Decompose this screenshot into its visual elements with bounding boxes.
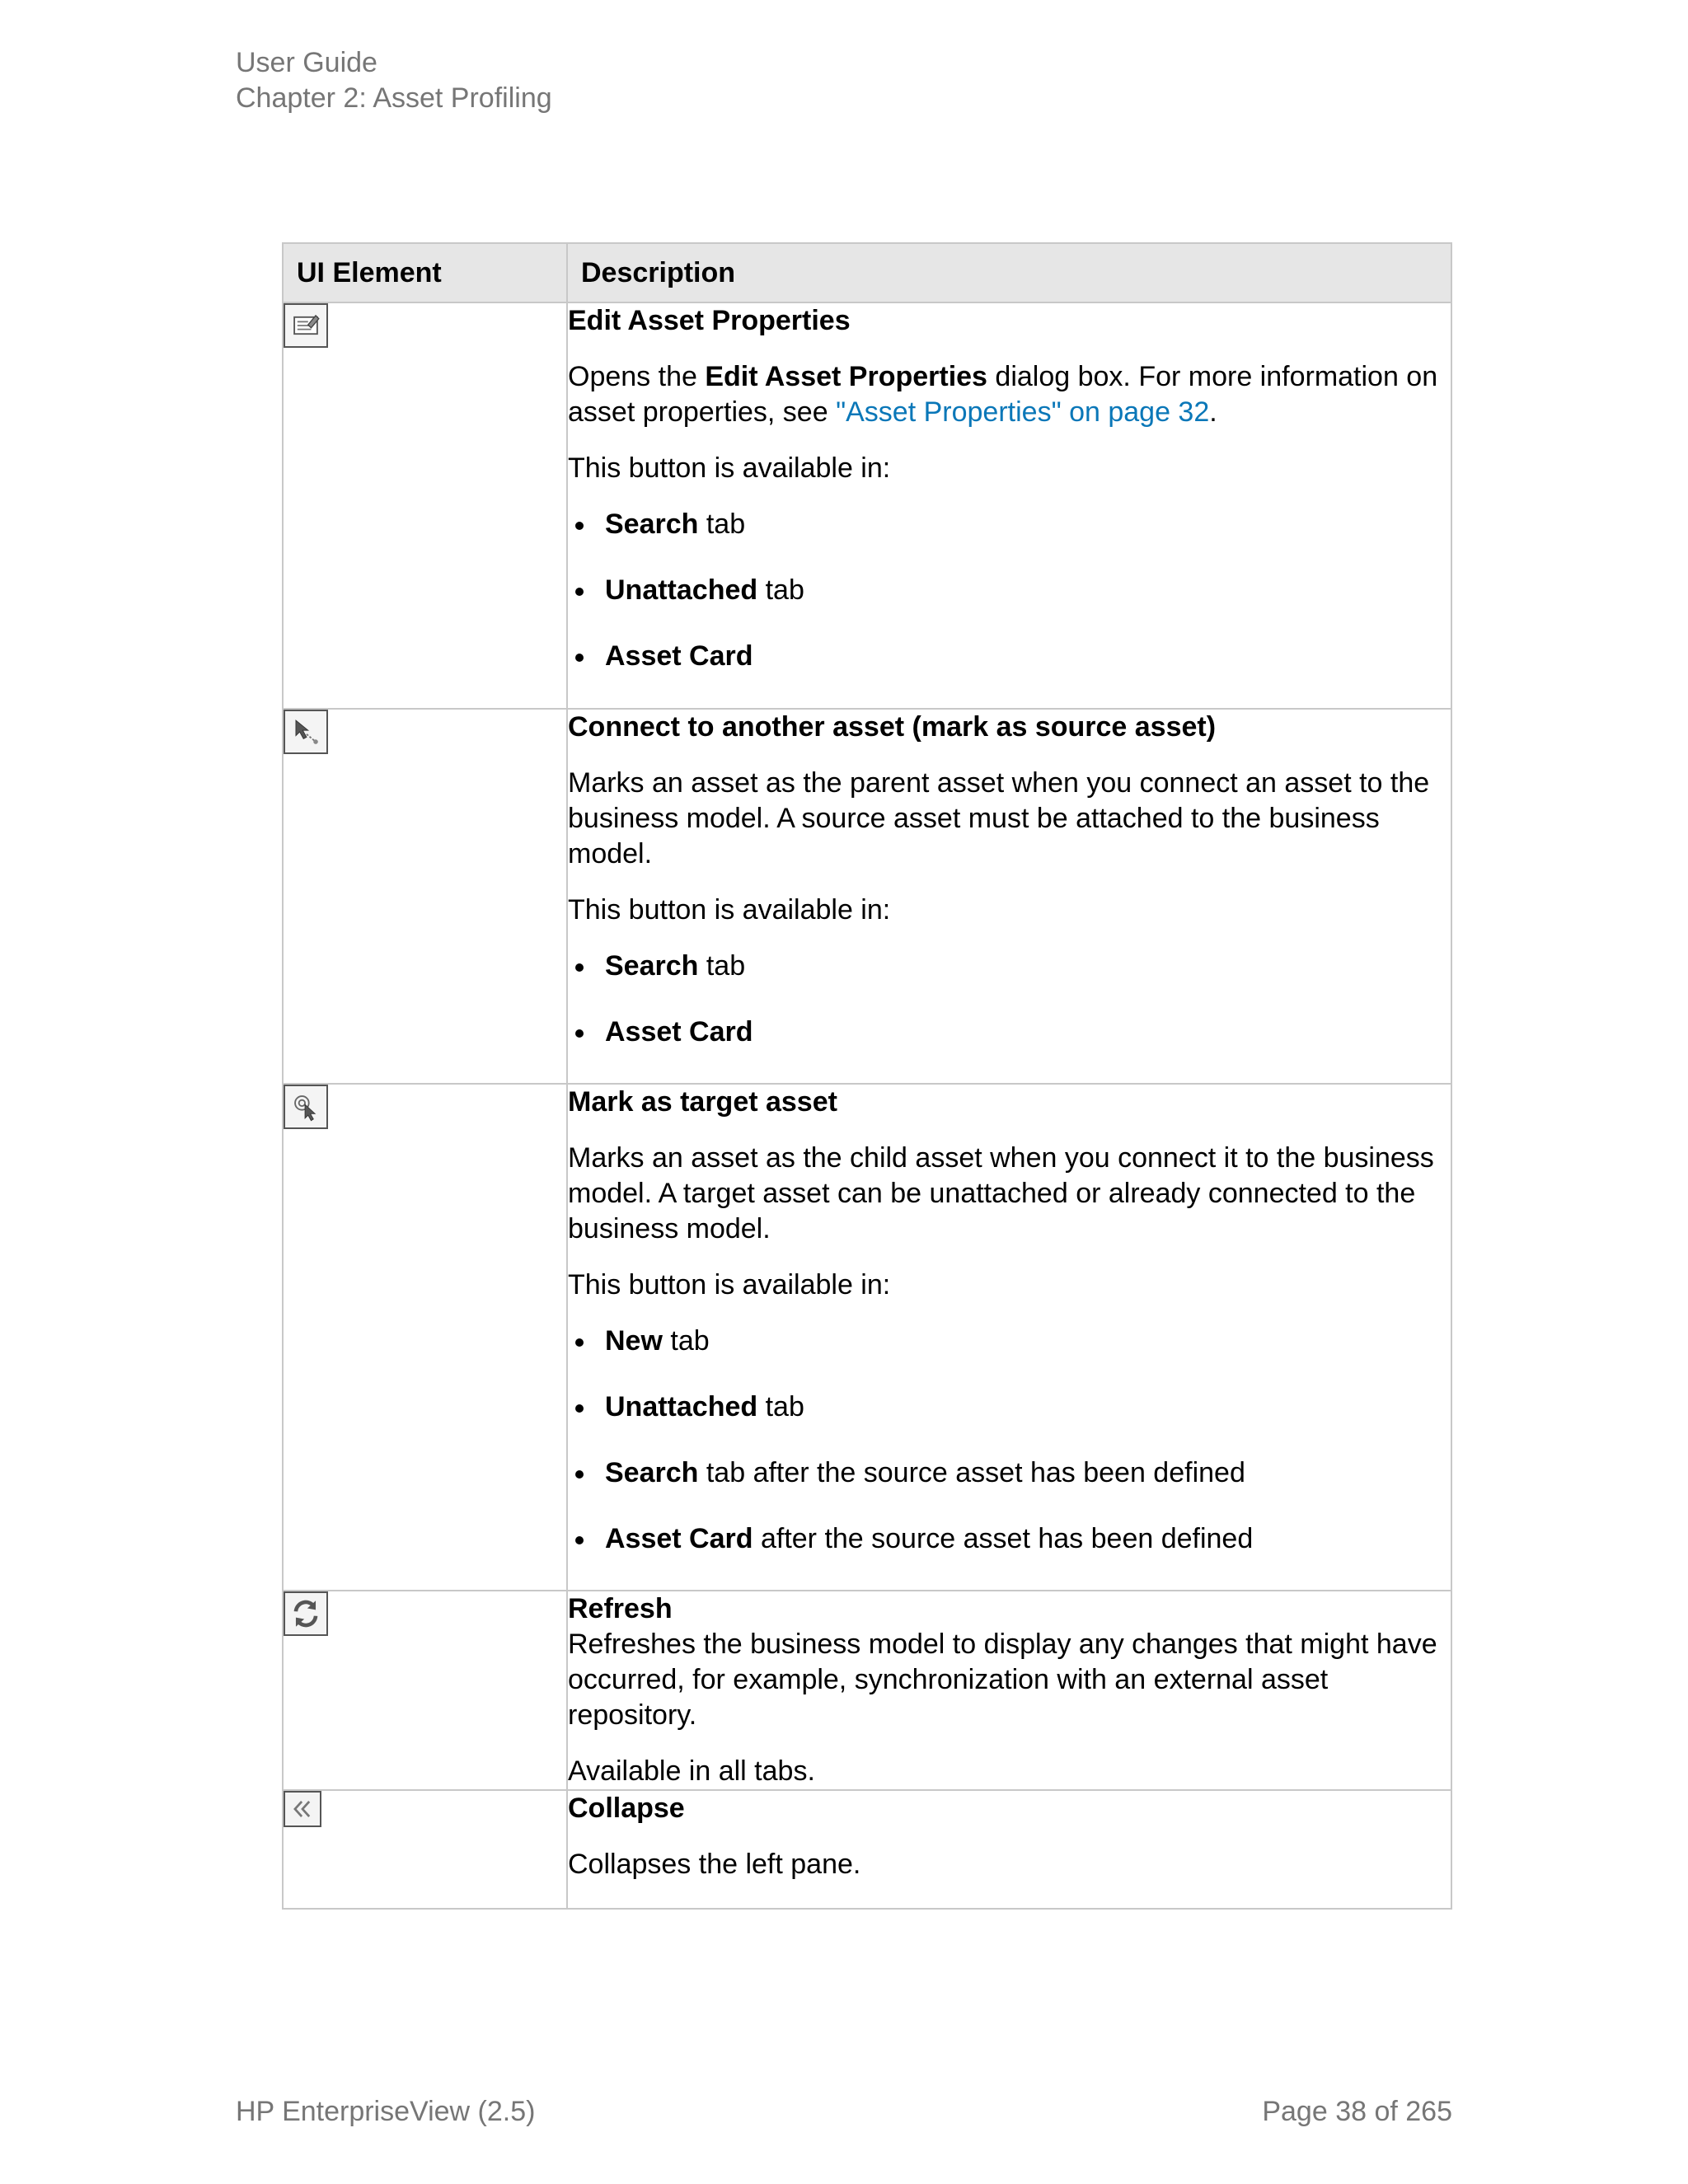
ui-element-cell — [283, 1084, 567, 1591]
list-item: New tab — [568, 1324, 1451, 1359]
table-row-edit-asset-properties — [283, 302, 1451, 709]
element-description: Opens the Edit Asset Properties dialog box. For more information on asset properties, see "Asset Properties" on page 32. — [568, 361, 1438, 428]
table-header-row — [283, 243, 1451, 302]
element-title: Edit Asset Properties — [568, 305, 851, 336]
ui-element-cell — [283, 1790, 567, 1909]
ui-element-cell — [283, 709, 567, 1084]
mark-target-icon[interactable] — [284, 1085, 328, 1129]
list-item: Search tab after the source asset has been defined — [568, 1455, 1451, 1491]
footer-product: HP EnterpriseView (2.5) — [236, 2096, 536, 2127]
element-title: Mark as target asset — [568, 1086, 837, 1118]
header-guide-title: User Guide — [236, 47, 377, 78]
availability-text: This button is available in: — [568, 1269, 891, 1301]
availability-list — [568, 949, 1451, 1050]
element-title: Connect to another asset (mark as source asset) — [568, 711, 1217, 743]
description-cell — [567, 302, 1451, 709]
availability-text: This button is available in: — [568, 452, 891, 484]
availability-list — [568, 507, 1451, 674]
ui-elements-table — [282, 242, 1452, 1910]
collapse-icon[interactable] — [284, 1791, 321, 1827]
header-chapter-title: Chapter 2: Asset Profiling — [236, 82, 552, 114]
ui-element-cell — [283, 302, 567, 709]
description-cell — [567, 1084, 1451, 1591]
ui-element-cell — [283, 1591, 567, 1790]
column-header-description: Description — [567, 243, 1451, 302]
element-description: Marks an asset as the child asset when you connect it to the business model. A target asset can be unattached or already connected to the business model. — [568, 1142, 1434, 1244]
edit-properties-icon[interactable] — [284, 303, 328, 348]
description-cell — [567, 1591, 1451, 1790]
availability-text: Available in all tabs. — [568, 1755, 815, 1787]
list-item: Asset Card — [568, 639, 1451, 674]
table-row-collapse — [283, 1790, 1451, 1909]
page-header — [236, 45, 552, 116]
list-item: Asset Card after the source asset has been defined — [568, 1521, 1451, 1557]
connect-source-icon[interactable] — [284, 710, 328, 754]
table-row-mark-target — [283, 1084, 1451, 1591]
table-row-connect-source — [283, 709, 1451, 1084]
list-item: Search tab — [568, 507, 1451, 542]
availability-text: This button is available in: — [568, 894, 891, 926]
availability-list — [568, 1324, 1451, 1557]
list-item: Unattached tab — [568, 573, 1451, 608]
list-item: Unattached tab — [568, 1390, 1451, 1425]
element-description: Collapses the left pane. — [568, 1849, 861, 1880]
footer-page-number: Page 38 of 265 — [1262, 2096, 1452, 2127]
element-description: Marks an asset as the parent asset when you connect an asset to the business model. A source asset must be attached to the business model. — [568, 767, 1430, 869]
element-title: Refresh — [568, 1593, 673, 1624]
element-title: Collapse — [568, 1793, 685, 1824]
element-description: Refreshes the business model to display any changes that might have occurred, for example, synchronization with an external asset repository. — [568, 1629, 1437, 1731]
list-item: Search tab — [568, 949, 1451, 984]
description-cell — [567, 1790, 1451, 1909]
column-header-ui-element: UI Element — [283, 243, 567, 302]
list-item: Asset Card — [568, 1015, 1451, 1050]
description-cell — [567, 709, 1451, 1084]
refresh-icon[interactable] — [284, 1591, 328, 1636]
table-row-refresh — [283, 1591, 1451, 1790]
asset-properties-link[interactable]: "Asset Properties" on page 32 — [836, 396, 1210, 428]
